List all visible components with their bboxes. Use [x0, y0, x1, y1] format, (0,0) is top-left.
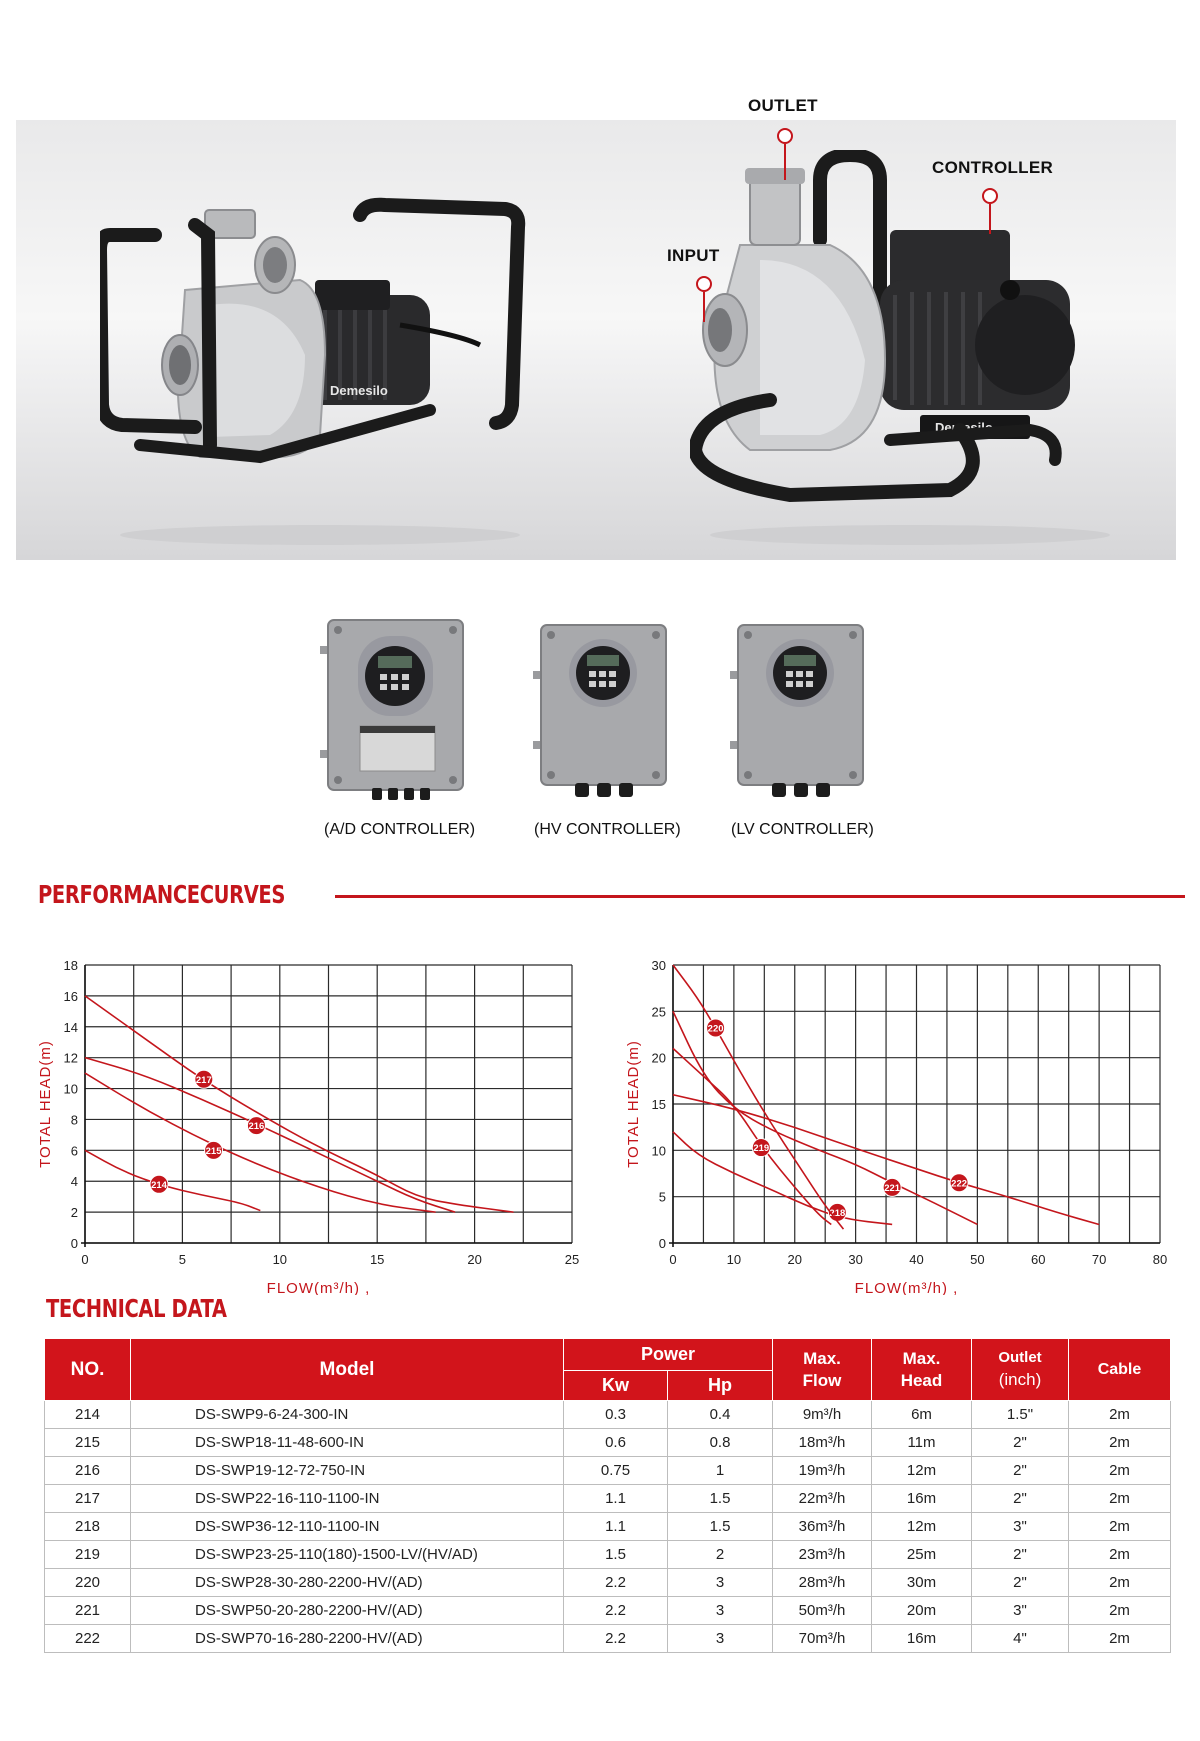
cell-max-flow: 9m³/h [773, 1401, 872, 1429]
controller-callout: CONTROLLER [932, 158, 1054, 177]
curve-label-220: 220 [707, 1023, 724, 1035]
x-tick-label: 30 [848, 1252, 863, 1267]
curve-216 [85, 1058, 455, 1212]
x-tick-label: 80 [1152, 1252, 1168, 1267]
cell-outlet: 1.5" [972, 1401, 1069, 1429]
performance-curves-heading: PERFORMANCECURVES [38, 880, 285, 909]
table-row [45, 1597, 1171, 1625]
cell-max-flow: 22m³/h [773, 1485, 872, 1513]
ad-controller-image [320, 618, 470, 803]
cell-hp: 2 [668, 1541, 773, 1569]
input-callout-marker [696, 276, 712, 292]
table-row [45, 1513, 1171, 1541]
y-tick-label: 10 [63, 1081, 78, 1097]
lv-controller-image [730, 623, 870, 801]
table-row [45, 1625, 1171, 1653]
cell-hp: 1.5 [668, 1485, 773, 1513]
cell-outlet: 3" [972, 1597, 1069, 1625]
controller-callout-line [989, 204, 991, 234]
cell-model: DS-SWP23-25-110(180)-1500-LV/(HV/AD) [131, 1541, 564, 1569]
cell-outlet: 2" [972, 1541, 1069, 1569]
svg-text:Demesilo: Demesilo [935, 420, 993, 435]
technical-data-heading: TECHNICAL DATA [46, 1294, 227, 1323]
cell-outlet: 2" [972, 1485, 1069, 1513]
table-row [45, 1569, 1171, 1597]
curve-label-214: 214 [151, 1179, 167, 1191]
cell-outlet: 2" [972, 1457, 1069, 1485]
y-tick-label: 10 [651, 1143, 666, 1159]
table-row [45, 1485, 1171, 1513]
cell-kw: 2.2 [564, 1625, 668, 1653]
y-tick-label: 4 [70, 1174, 78, 1190]
hv-controller-caption: (HV CONTROLLER) [534, 821, 681, 838]
cell-kw: 0.3 [564, 1401, 668, 1429]
ad-controller-caption: (A/D CONTROLLER) [324, 821, 476, 838]
svg-text:Demesilo: Demesilo [330, 383, 388, 398]
table-row [45, 1457, 1171, 1485]
cell-max-head: 16m [872, 1485, 972, 1513]
x-tick-label: 5 [178, 1252, 187, 1267]
cell-model: DS-SWP18-11-48-600-IN [131, 1429, 564, 1457]
x-tick-label: 20 [467, 1252, 482, 1267]
y-tick-label: 30 [651, 958, 666, 973]
cell-max-head: 12m [872, 1513, 972, 1541]
performance-chart-left [20, 950, 590, 1295]
cell-no: 220 [45, 1569, 131, 1597]
cell-max-head: 30m [872, 1569, 972, 1597]
cell-model: DS-SWP9-6-24-300-IN [131, 1401, 564, 1429]
curve-label-218: 218 [829, 1207, 846, 1219]
cell-max-flow: 23m³/h [773, 1541, 872, 1569]
controller-callout-marker [982, 188, 998, 204]
cell-max-head: 25m [872, 1541, 972, 1569]
cell-outlet: 2" [972, 1569, 1069, 1597]
x-tick-label: 70 [1091, 1252, 1107, 1267]
technical-data-table [44, 1338, 1171, 1653]
y-tick-label: 14 [63, 1019, 78, 1035]
header-model: Model [131, 1339, 564, 1401]
pump-image-side [690, 150, 1110, 550]
cell-model: DS-SWP36-12-110-1100-IN [131, 1513, 564, 1541]
cell-model: DS-SWP28-30-280-2200-HV/(AD) [131, 1569, 564, 1597]
cell-no: 222 [45, 1625, 131, 1653]
header-power: Power [564, 1339, 773, 1371]
x-tick-label: 60 [1031, 1252, 1046, 1267]
cell-no: 216 [45, 1457, 131, 1485]
cell-max-flow: 50m³/h [773, 1597, 872, 1625]
curve-label-219: 219 [753, 1143, 770, 1155]
y-tick-label: 5 [658, 1189, 666, 1205]
x-tick-label: 10 [726, 1252, 742, 1267]
cell-max-head: 11m [872, 1429, 972, 1457]
cell-max-flow: 70m³/h [773, 1625, 872, 1653]
performance-curves-rule [335, 895, 1185, 898]
curve-219 [673, 1048, 831, 1224]
cell-model: DS-SWP70-16-280-2200-HV/(AD) [131, 1625, 564, 1653]
header-cable: Cable [1069, 1339, 1171, 1401]
x-tick-label: 15 [369, 1252, 385, 1267]
y-tick-label: 25 [651, 1004, 666, 1020]
cell-hp: 0.8 [668, 1429, 773, 1457]
header-max-head: Max. Head [872, 1339, 972, 1401]
cell-no: 215 [45, 1429, 131, 1457]
table-row [45, 1429, 1171, 1457]
cell-max-flow: 36m³/h [773, 1513, 872, 1541]
cell-cable: 2m [1069, 1569, 1171, 1597]
y-tick-label: 15 [651, 1097, 666, 1112]
x-tick-label: 0 [81, 1252, 89, 1267]
y-tick-label: 0 [658, 1236, 666, 1251]
cell-max-head: 20m [872, 1597, 972, 1625]
cell-cable: 2m [1069, 1597, 1171, 1625]
y-tick-label: 20 [651, 1050, 666, 1066]
cell-kw: 0.6 [564, 1429, 668, 1457]
y-axis-label: TOTAL HEAD(m) [37, 1040, 54, 1168]
curve-214 [85, 1150, 260, 1210]
cell-max-flow: 18m³/h [773, 1429, 872, 1457]
cell-hp: 3 [668, 1569, 773, 1597]
cell-kw: 2.2 [564, 1597, 668, 1625]
header-hp: Hp [668, 1371, 773, 1401]
cell-kw: 2.2 [564, 1569, 668, 1597]
cell-cable: 2m [1069, 1541, 1171, 1569]
cell-no: 218 [45, 1513, 131, 1541]
x-tick-label: 0 [669, 1252, 677, 1267]
cell-model: DS-SWP22-16-110-1100-IN [131, 1485, 564, 1513]
y-tick-label: 16 [63, 988, 78, 1004]
hv-controller-image [533, 623, 673, 801]
x-tick-label: 20 [787, 1252, 802, 1267]
cell-hp: 1.5 [668, 1513, 773, 1541]
pump-image-front [100, 195, 540, 555]
technical-data-rows [45, 1401, 1171, 1653]
cell-kw: 0.75 [564, 1457, 668, 1485]
curve-label-217: 217 [195, 1074, 212, 1086]
input-callout-line [703, 292, 705, 322]
y-tick-label: 0 [70, 1236, 78, 1251]
chart-grid [673, 965, 1160, 1243]
cell-cable: 2m [1069, 1457, 1171, 1485]
outlet-callout-line [784, 144, 786, 180]
curve-label-215: 215 [205, 1145, 222, 1157]
cell-max-flow: 19m³/h [773, 1457, 872, 1485]
cell-max-flow: 28m³/h [773, 1569, 872, 1597]
cell-model: DS-SWP19-12-72-750-IN [131, 1457, 564, 1485]
cell-cable: 2m [1069, 1485, 1171, 1513]
header-no: NO. [45, 1339, 131, 1401]
cell-hp: 3 [668, 1625, 773, 1653]
x-tick-label: 10 [272, 1252, 288, 1267]
cell-hp: 1 [668, 1457, 773, 1485]
x-tick-label: 40 [909, 1252, 924, 1267]
cell-max-head: 12m [872, 1457, 972, 1485]
curve-label-221: 221 [884, 1182, 901, 1194]
chart-grid [85, 965, 572, 1243]
cell-outlet: 4" [972, 1625, 1069, 1653]
cell-outlet: 3" [972, 1513, 1069, 1541]
outlet-callout-marker [777, 128, 793, 144]
curve-label-222: 222 [951, 1178, 968, 1190]
table-row [45, 1401, 1171, 1429]
y-tick-label: 12 [63, 1050, 78, 1066]
header-outlet: Outlet (inch) [972, 1339, 1069, 1401]
curve-220 [673, 965, 846, 1229]
curve-218 [673, 1132, 892, 1225]
cell-no: 217 [45, 1485, 131, 1513]
curve-label-216: 216 [248, 1121, 265, 1133]
y-axis-label: TOTAL HEAD(m) [625, 1040, 642, 1168]
y-tick-label: 8 [70, 1112, 78, 1128]
cell-model: DS-SWP50-20-280-2200-HV/(AD) [131, 1597, 564, 1625]
x-axis-label: FLOW(m³/h) , [854, 1280, 959, 1295]
table-row [45, 1541, 1171, 1569]
cell-hp: 3 [668, 1597, 773, 1625]
header-kw: Kw [564, 1371, 668, 1401]
cell-kw: 1.1 [564, 1485, 668, 1513]
outlet-callout: OUTLET [748, 96, 818, 115]
x-axis-label: FLOW(m³/h) , [266, 1280, 371, 1295]
cell-no: 219 [45, 1541, 131, 1569]
cell-cable: 2m [1069, 1401, 1171, 1429]
cell-no: 221 [45, 1597, 131, 1625]
cell-kw: 1.1 [564, 1513, 668, 1541]
cell-cable: 2m [1069, 1625, 1171, 1653]
cell-hp: 0.4 [668, 1401, 773, 1429]
y-tick-label: 2 [70, 1205, 78, 1221]
x-tick-label: 25 [564, 1252, 580, 1267]
cell-max-head: 6m [872, 1401, 972, 1429]
cell-cable: 2m [1069, 1513, 1171, 1541]
header-max-flow: Max. Flow [773, 1339, 872, 1401]
cell-kw: 1.5 [564, 1541, 668, 1569]
cell-max-head: 16m [872, 1625, 972, 1653]
cell-no: 214 [45, 1401, 131, 1429]
curve-215 [85, 1073, 436, 1212]
cell-outlet: 2" [972, 1429, 1069, 1457]
performance-chart-right [608, 950, 1178, 1295]
cell-cable: 2m [1069, 1429, 1171, 1457]
x-tick-label: 50 [970, 1252, 985, 1267]
y-tick-label: 18 [63, 958, 78, 973]
y-tick-label: 6 [70, 1143, 78, 1159]
input-callout: INPUT [667, 246, 720, 265]
lv-controller-caption: (LV CONTROLLER) [731, 821, 874, 838]
